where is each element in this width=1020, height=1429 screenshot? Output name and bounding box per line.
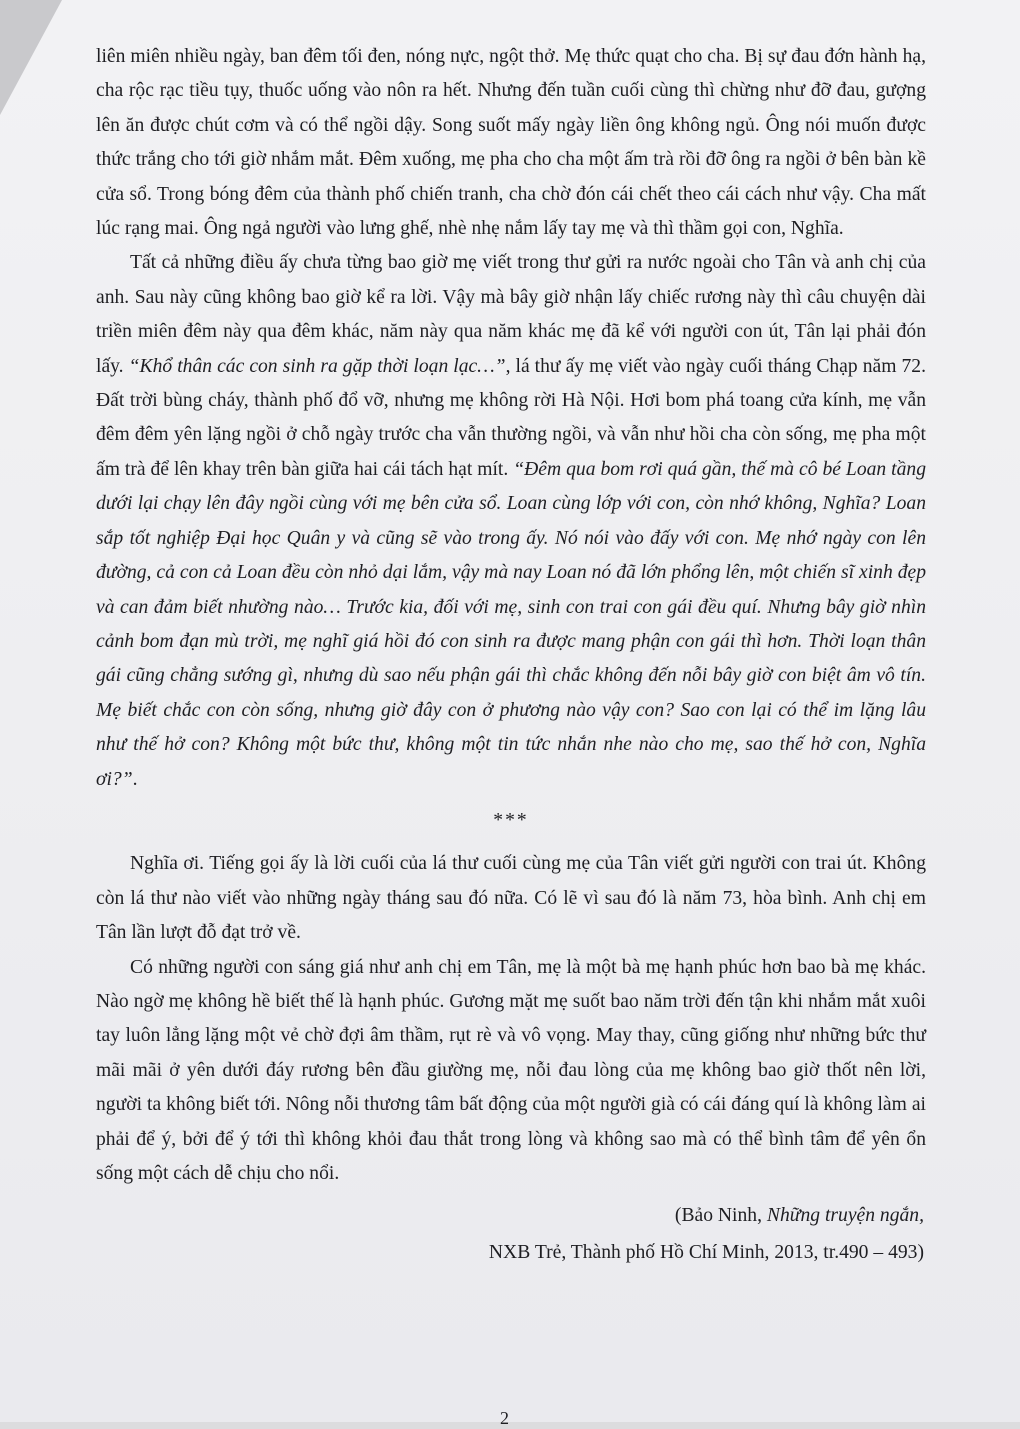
paragraph-4: Có những người con sáng giá như anh chị em Tân, mẹ là một bà mẹ hạnh phúc hơn bao bà mẹ khác. Nào ngờ mẹ không hề biết thế là hạnh phúc. Gương mặt mẹ suốt bao năm trời đến tận khi nhắm mắt xuôi tay luôn lẳng lặng một vẻ chờ đợi âm thầm, rụt rè và vô vọng. May thay, cũng giống như những bức thư mãi mãi ở yên dưới đáy rương bên đầu giường mẹ, nỗi đau lòng của mẹ không bao giờ thốt nên lời, người ta không biết tới. Nông nỗi thương tâm bất động của một người già có cái đáng quí là không làm ai phải để ý, bởi để ý tới thì không khỏi đau thắt trong lòng và không sao mà có thể bình tâm để yên ổn sống một cách dễ chịu cho nổi.	[96, 956, 926, 1184]
paragraph-1	[96, 40, 926, 246]
letter-quote-1: “Khổ thân các con sinh ra gặp thời loạn lạc…”	[128, 355, 506, 377]
text-segment: .	[132, 768, 138, 790]
text-segment: , lá thư ấy mẹ viết vào ngày cuối tháng Chạp năm 72. Đất trời bùng cháy, thành phố đổ vỡ, nhưng mẹ không rời Hà Nội. Hơi bom phá toang cửa kính, mẹ vẫn đêm đêm yên lặng ngồi ở chỗ ngày trước cha vẫn thường ngồi, và vẫn như hồi cha còn sống, mẹ pha một ấm trà để lên khay trên bàn giữa hai cái tách hạt mít.	[96, 355, 926, 480]
text-segment: Tất cả những điều ấy chưa từng bao giờ mẹ viết trong thư gửi ra nước ngoài cho Tân và anh chị của anh. Sau này cũng không bao giờ kể ra lời. Vậy mà bây giờ nhận lấy chiếc rương này thì câu chuyện dài triền miên đêm này qua đêm khác, năm này qua năm khác mẹ đã kể với người con út, Tân lại phải đón lấy.	[96, 252, 926, 377]
citation	[96, 1197, 926, 1271]
citation-title: Những truyện ngắn,	[766, 1205, 924, 1227]
text-segment: liên miên nhiều ngày, ban đêm tối đen, nóng nực, ngột thở. Mẹ thức quạt cho cha. Bị sự đau đớn hành hạ, cha rộc rạc tiều tụy, thuốc uống vào nôn ra hết. Nhưng đến tuần cuối cùng thì chừng như đỡ đau, gượng lên ăn được chút cơm và có thể ngồi dậy. Song suốt mấy ngày liền ông không ngủ. Ông nói muốn được thức trắng cho tới giờ nhắm mắt. Đêm xuống, mẹ pha cho cha một ấm trà rồi đỡ ông ra ngồi ở bên bàn kề cửa sổ. Trong bóng đêm của thành phố chiến tranh, cha chờ đón cái chết theo cái cách như vậy. Cha mất lúc rạng mai. Ông ngả người vào lưng ghế, nhè nhẹ nắm lấy tay mẹ và thì thầm gọi con, Nghĩa.	[96, 46, 926, 240]
body-text	[96, 40, 926, 1271]
citation-line-2: NXB Trẻ, Thành phố Hồ Chí Minh, 2013, tr.490 – 493)	[488, 1242, 924, 1264]
section-separator: ***	[493, 809, 529, 831]
folded-corner	[0, 0, 62, 115]
paragraph-3: Nghĩa ơi. Tiếng gọi ấy là lời cuối của lá thư cuối cùng mẹ của Tân viết gửi người con trai út. Không còn lá thư nào viết vào những ngày tháng sau đó nữa. Có lẽ vì sau đó là năm 73, hòa bình. Anh chị em Tân lần lượt đỗ đạt trở về.	[96, 853, 926, 944]
citation-author: (Bảo Ninh,	[674, 1205, 767, 1227]
page-number: 2	[500, 1408, 509, 1428]
letter-quote-2: “Đêm qua bom rơi quá gần, thế mà cô bé Loan tầng dưới lại chạy lên đây ngồi cùng với mẹ bên cửa sổ. Loan cùng lớp với con, còn nhớ không, Nghĩa? Loan sắp tốt nghiệp Đại học Quân y và cũng sẽ vào trong ấy. Nó nói vào đấy với con. Mẹ nhớ ngày con lên đường, cả con cả Loan đều còn nhỏ dại lắm, vậy mà nay Loan nó đã lớn phổng lên, một chiến sĩ xinh đẹp và can đảm biết nhường nào… Trước kia, đối với mẹ, sinh con trai con gái đều quí. Nhưng bây giờ nhìn cảnh bom đạn mù trời, mẹ nghĩ giá hồi đó con sinh ra được mang phận con gái thì hơn. Thời loạn thân gái cũng chẳng sướng gì, nhưng dù sao nếu phận gái thì chắc không đến nỗi bây giờ con biệt âm vô tín. Mẹ biết chắc con còn sống, nhưng giờ đây con ở phương nào vậy con? Sao con lại có thể im lặng lâu như thế hở con? Không một bức thư, không một tin tức nhắn nhe nào cho mẹ, sao thế hở con, Nghĩa ơi?”	[96, 458, 926, 790]
paragraph-2	[96, 246, 926, 797]
citation-line-1	[96, 1197, 924, 1234]
